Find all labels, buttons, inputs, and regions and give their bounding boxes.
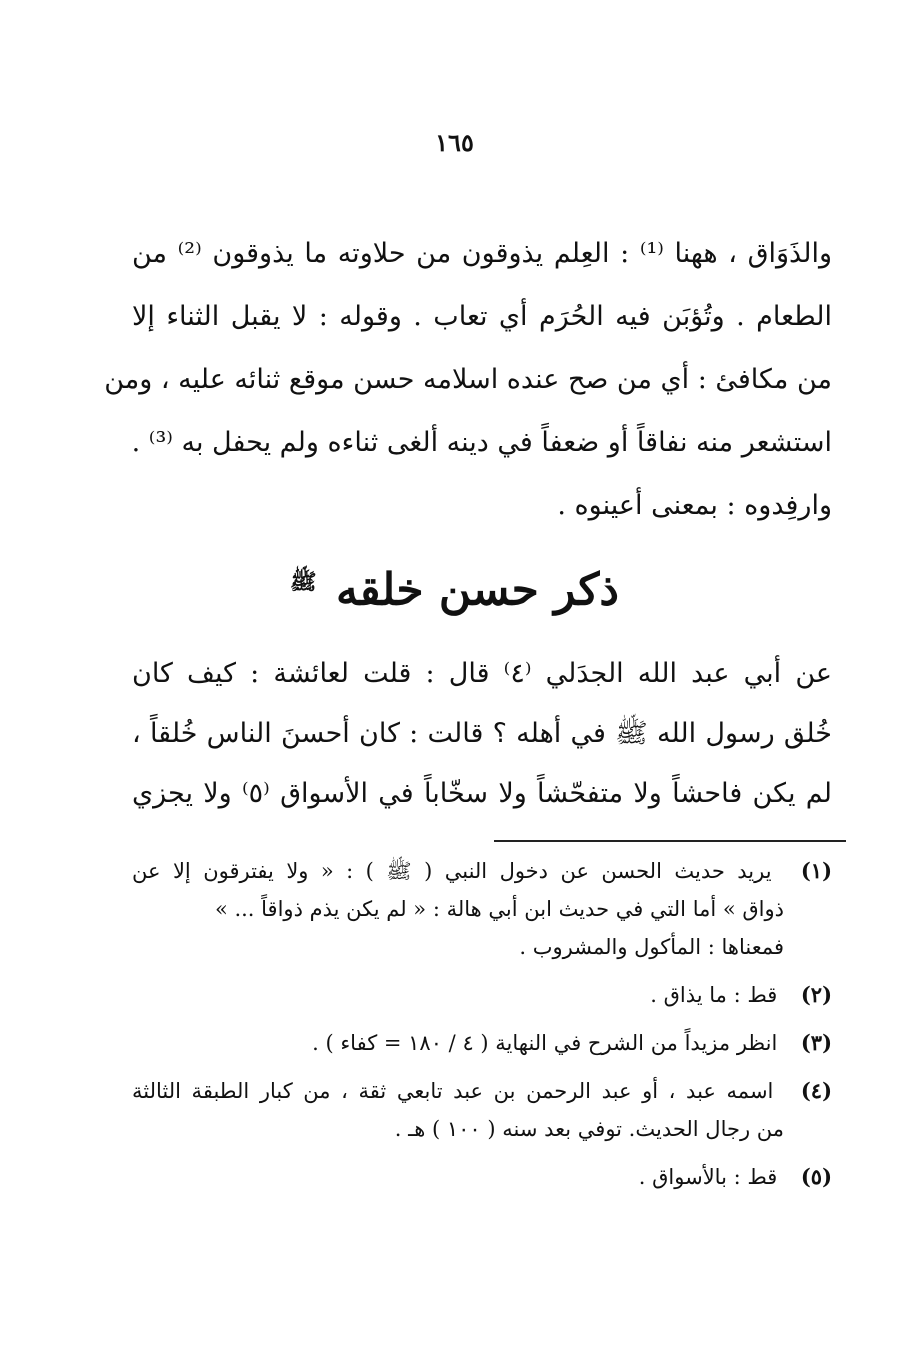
hadith-paragraph <box>132 644 832 824</box>
footnote-number: (٣) <box>800 1030 832 1055</box>
intro-line: من مكافئ : أي من صح عنده اسلامه حسن موقع ثنائه عليه ، ومن <box>104 364 832 395</box>
footnote-number: (١) <box>800 858 832 883</box>
footnote-2 <box>132 976 832 1014</box>
page-number: ١٦٥ <box>435 128 474 157</box>
footnote-text: ذواق » أما التي في حديث ابن أبي هالة : « لم يكن يذم ذواقاً ... » <box>214 897 784 921</box>
honorific-glyph: ﷺ <box>290 569 317 595</box>
intro-line: الطعام . وتُؤبَن فيه الحُرَم أي تعاب . وقوله : لا يقبل الثناء إلا <box>132 301 832 332</box>
footnote-text: من رجال الحديث. توفي بعد سنه ( ١٠٠ ) هـ . <box>394 1117 784 1141</box>
footnote-text: قط : بالأسواق . <box>638 1165 778 1189</box>
footnote-4 <box>132 1072 832 1148</box>
footnote-divider <box>494 840 846 842</box>
footnote-number: (٢) <box>800 982 832 1007</box>
footnote-text: قط : ما يذاق . <box>650 983 778 1007</box>
intro-line: وارفِدوه : بمعنى أعينوه . <box>557 490 832 521</box>
hadith-line: لم يكن فاحشاً ولا متفحّشاً ولا سخّاباً في الأسواق ⁽٥⁾ ولا يجزي <box>132 778 832 809</box>
intro-paragraph <box>104 222 832 537</box>
footnote-number: (٥) <box>800 1164 832 1189</box>
footnote-number: (٤) <box>800 1078 832 1103</box>
footnote-3 <box>132 1024 832 1062</box>
footnote-text: اسمه عبد ، أو عبد الرحمن بن عبد تابعي ثقة ، من كبار الطبقة الثالثة <box>132 1079 774 1103</box>
section-heading-text: ذكر حسن خلقه <box>335 564 619 616</box>
footnote-text: يريد حديث الحسن عن دخول النبي ( ﷺ ) : « ولا يفترقون إلا عن <box>132 859 772 883</box>
hadith-line: عن أبي عبد الله الجدَلي ⁽٤⁾ قال : قلت لعائشة : كيف كان <box>132 658 832 689</box>
footnote-1 <box>132 852 832 966</box>
intro-line: والذَوَاق ، ههنا ⁽¹⁾ : العِلم يذوقون من حلاوته ما يذوقون ⁽²⁾ من <box>132 238 832 269</box>
footnotes <box>132 852 832 1196</box>
section-heading <box>0 552 909 621</box>
footnote-text: انظر مزيداً من الشرح في النهاية ( ٤ / ١٨٠ = كفاء ) . <box>312 1031 778 1055</box>
footnote-5 <box>132 1158 832 1196</box>
intro-line: استشعر منه نفاقاً أو ضعفاً في دينه ألغى ثناءه ولم يحفل به ⁽³⁾ . <box>131 427 832 458</box>
hadith-line: خُلق رسول الله ﷺ في أهله ؟ قالت : كان أحسنَ الناس خُلقاً ، <box>132 718 832 749</box>
footnote-text: فمعناها : المأكول والمشروب . <box>519 935 784 959</box>
